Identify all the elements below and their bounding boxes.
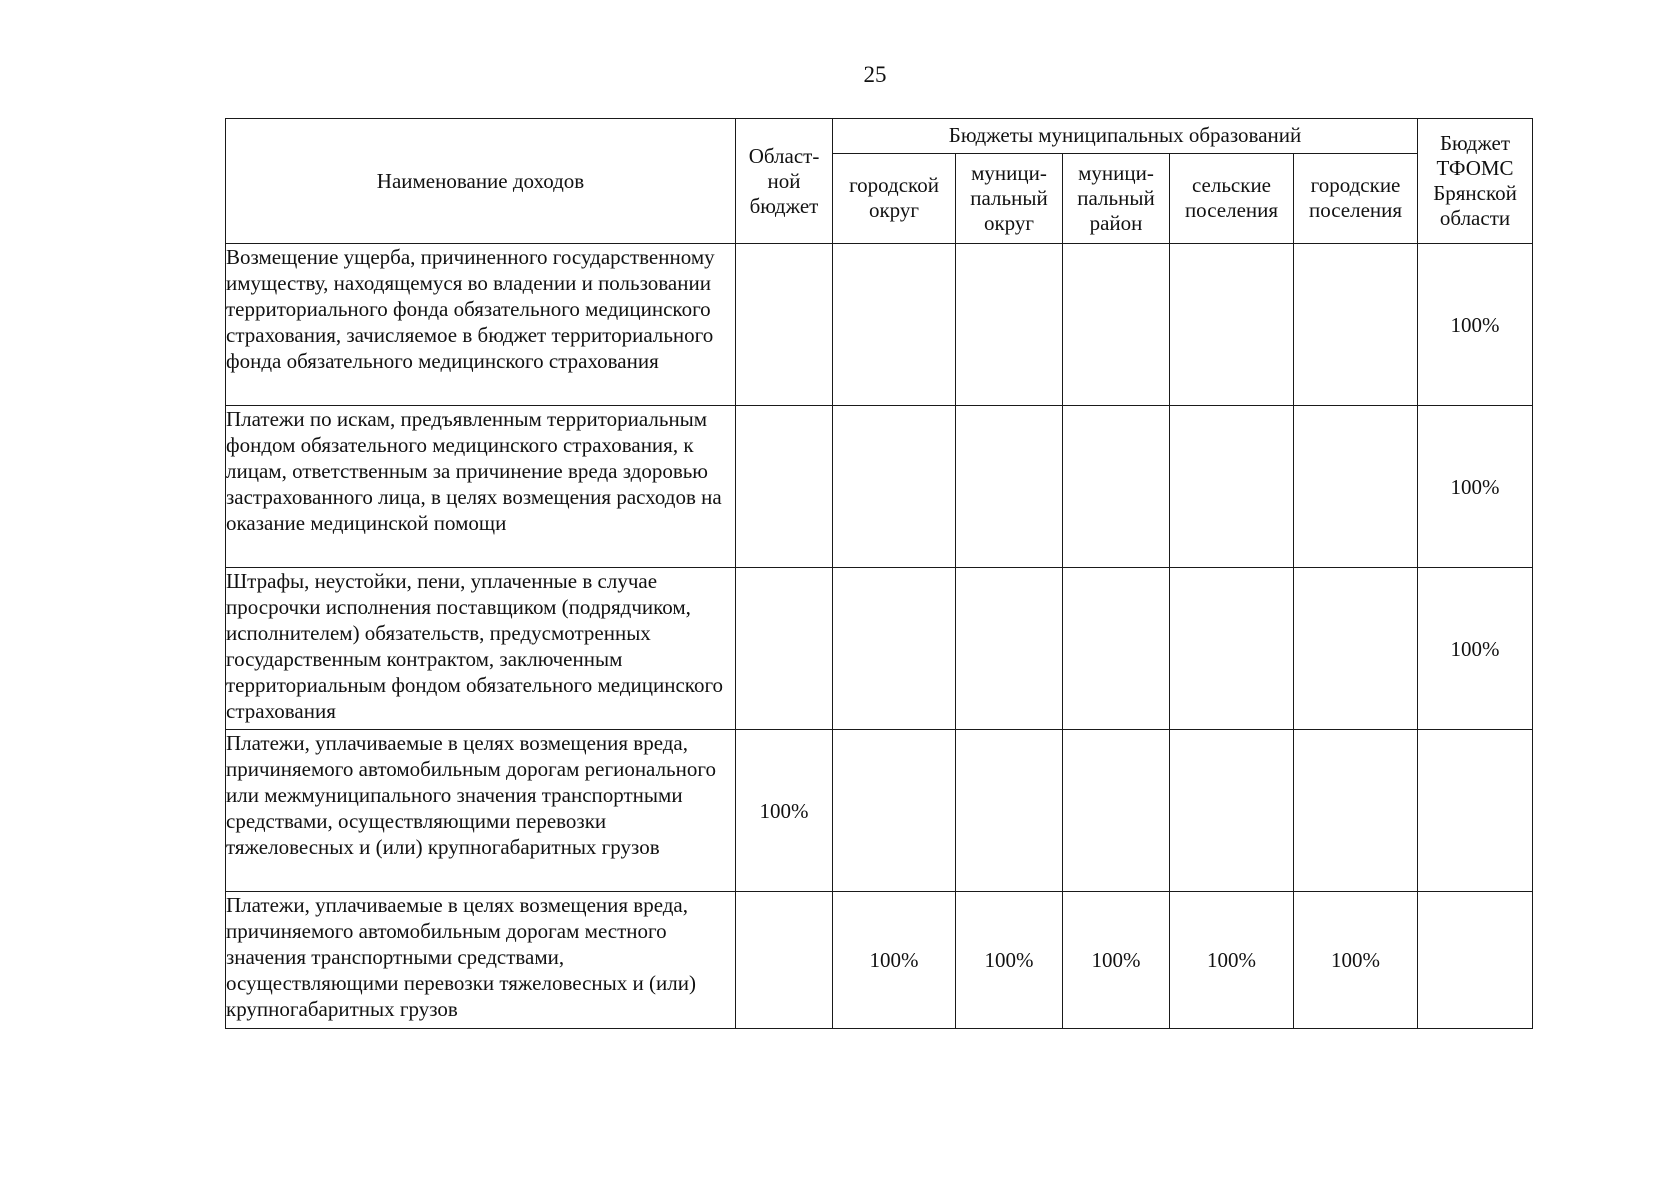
header-municipal-okrug: муници- пальный округ bbox=[956, 153, 1063, 243]
rural-settlements-cell bbox=[1170, 406, 1294, 568]
tfoms-cell bbox=[1418, 892, 1533, 1029]
tfoms-cell bbox=[1418, 730, 1533, 892]
header-municipal-budgets: Бюджеты муниципальных образований bbox=[833, 119, 1418, 154]
city-district-cell bbox=[833, 730, 956, 892]
income-distribution-table bbox=[225, 118, 1533, 1029]
municipal-okrug-cell bbox=[956, 244, 1063, 406]
income-name-cell: Платежи, уплачиваемые в целях возмещения вреда, причиняемого автомобильным дорогам местного значения транспортными средствами, осуществляющими перевозки тяжеловесных и (или) крупногабаритных грузов bbox=[226, 892, 736, 1029]
regional-cell: 100% bbox=[736, 730, 833, 892]
rural-settlements-cell: 100% bbox=[1170, 892, 1294, 1029]
table-row bbox=[226, 892, 1533, 1029]
tfoms-cell: 100% bbox=[1418, 406, 1533, 568]
rural-settlements-cell bbox=[1170, 730, 1294, 892]
table-header bbox=[226, 119, 1533, 244]
tfoms-cell: 100% bbox=[1418, 244, 1533, 406]
header-regional-budget: Област- ной бюджет bbox=[736, 119, 833, 244]
urban-settlements-cell: 100% bbox=[1294, 892, 1418, 1029]
city-district-cell bbox=[833, 406, 956, 568]
table-row bbox=[226, 244, 1533, 406]
header-rural-settlements: сельские поселения bbox=[1170, 153, 1294, 243]
municipal-raion-cell bbox=[1063, 244, 1170, 406]
header-municipal-raion: муници- пальный район bbox=[1063, 153, 1170, 243]
income-name-cell: Платежи, уплачиваемые в целях возмещения вреда, причиняемого автомобильным дорогам регионального или межмуниципального значения транспортными средствами, осуществляющими перевозки тяжеловесных и (или) крупногабаритных грузов bbox=[226, 730, 736, 892]
municipal-okrug-cell: 100% bbox=[956, 892, 1063, 1029]
city-district-cell bbox=[833, 568, 956, 730]
urban-settlements-cell bbox=[1294, 730, 1418, 892]
municipal-okrug-cell bbox=[956, 406, 1063, 568]
income-name-cell: Штрафы, неустойки, пени, уплаченные в случае просрочки исполнения поставщиком (подрядчиком, исполнителем) обязательств, предусмотренных государственным контрактом, заключенным территориальным фондом обязательного медицинского страхования bbox=[226, 568, 736, 730]
municipal-okrug-cell bbox=[956, 568, 1063, 730]
municipal-raion-cell bbox=[1063, 406, 1170, 568]
urban-settlements-cell bbox=[1294, 568, 1418, 730]
regional-cell bbox=[736, 244, 833, 406]
header-city-district: городской округ bbox=[833, 153, 956, 243]
rural-settlements-cell bbox=[1170, 244, 1294, 406]
table-row bbox=[226, 568, 1533, 730]
header-urban-settlements: городские поселения bbox=[1294, 153, 1418, 243]
table-row bbox=[226, 406, 1533, 568]
urban-settlements-cell bbox=[1294, 244, 1418, 406]
tfoms-cell: 100% bbox=[1418, 568, 1533, 730]
regional-cell bbox=[736, 406, 833, 568]
header-income-name: Наименование доходов bbox=[226, 119, 736, 244]
municipal-raion-cell bbox=[1063, 730, 1170, 892]
municipal-okrug-cell bbox=[956, 730, 1063, 892]
page-number: 25 bbox=[863, 62, 887, 87]
municipal-raion-cell bbox=[1063, 568, 1170, 730]
regional-cell bbox=[736, 568, 833, 730]
income-name-cell: Платежи по искам, предъявленным территориальным фондом обязательного медицинского страхования, к лицам, ответственным за причинение вреда здоровью застрахованного лица, в целях возмещения расходов на оказание медицинской помощи bbox=[226, 406, 736, 568]
city-district-cell: 100% bbox=[833, 892, 956, 1029]
regional-cell bbox=[736, 892, 833, 1029]
income-name-cell: Возмещение ущерба, причиненного государственному имуществу, находящемуся во владении и пользовании территориального фонда обязательного медицинского страхования, зачисляемое в бюджет территориального фонда обязательного медицинского страхования bbox=[226, 244, 736, 406]
urban-settlements-cell bbox=[1294, 406, 1418, 568]
rural-settlements-cell bbox=[1170, 568, 1294, 730]
table-row bbox=[226, 730, 1533, 892]
city-district-cell bbox=[833, 244, 956, 406]
municipal-raion-cell: 100% bbox=[1063, 892, 1170, 1029]
header-tfoms-budget: Бюджет ТФОМС Брянской области bbox=[1418, 119, 1533, 244]
